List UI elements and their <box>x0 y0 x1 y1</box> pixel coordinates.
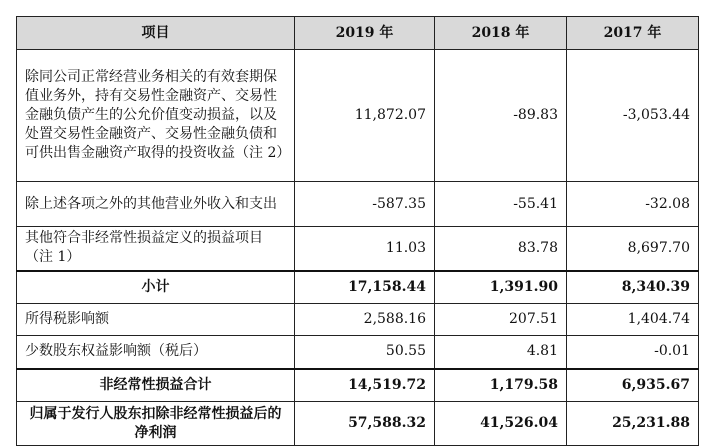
value-2019: 50.55 <box>295 336 435 369</box>
table-header-row <box>17 17 699 50</box>
value-2018: 1,391.90 <box>435 271 567 304</box>
value-2019: 57,588.32 <box>295 402 435 446</box>
value-2019: 14,519.72 <box>295 369 435 402</box>
table-row <box>17 50 699 182</box>
value-2017: -0.01 <box>567 336 699 369</box>
value-2018: 83.78 <box>435 227 567 271</box>
row-label: 除上述各项之外的其他营业外收入和支出 <box>17 182 295 227</box>
value-2019: 17,158.44 <box>295 271 435 304</box>
row-label: 归属于发行人股东扣除非经常性损益后的净利润 <box>17 402 295 446</box>
value-2017: 6,935.67 <box>567 369 699 402</box>
header-item: 项目 <box>17 17 295 50</box>
table-row <box>17 182 699 227</box>
value-2018: -89.83 <box>435 50 567 182</box>
value-2017: 1,404.74 <box>567 304 699 336</box>
value-2017: -32.08 <box>567 182 699 227</box>
table-row <box>17 304 699 336</box>
row-label: 非经常性损益合计 <box>17 369 295 402</box>
table-row <box>17 336 699 369</box>
value-2017: 8,697.70 <box>567 227 699 271</box>
value-2017: -3,053.44 <box>567 50 699 182</box>
row-label: 其他符合非经常性损益定义的损益项目（注 1） <box>17 227 295 271</box>
row-label: 少数股东权益影响额（税后） <box>17 336 295 369</box>
value-2018: 41,526.04 <box>435 402 567 446</box>
header-2019: 2019 年 <box>295 17 435 50</box>
value-2018: 207.51 <box>435 304 567 336</box>
non-recurring-profit-loss-table <box>16 16 699 446</box>
value-2018: -55.41 <box>435 182 567 227</box>
value-2019: 11,872.07 <box>295 50 435 182</box>
header-2017: 2017 年 <box>567 17 699 50</box>
value-2018: 4.81 <box>435 336 567 369</box>
value-2019: -587.35 <box>295 182 435 227</box>
header-2018: 2018 年 <box>435 17 567 50</box>
value-2017: 8,340.39 <box>567 271 699 304</box>
value-2017: 25,231.88 <box>567 402 699 446</box>
total-row <box>17 369 699 402</box>
row-label: 所得税影响额 <box>17 304 295 336</box>
net-profit-row <box>17 402 699 446</box>
subtotal-row <box>17 271 699 304</box>
value-2018: 1,179.58 <box>435 369 567 402</box>
row-label: 除同公司正常经营业务相关的有效套期保值业务外，持有交易性金融资产、交易性金融负债产生的公允价值变动损益，以及处置交易性金融资产、交易性金融负债和可供出售金融资产取得的投资收益（注 2） <box>17 50 295 182</box>
row-label: 小计 <box>17 271 295 304</box>
value-2019: 2,588.16 <box>295 304 435 336</box>
table-row <box>17 227 699 271</box>
value-2019: 11.03 <box>295 227 435 271</box>
